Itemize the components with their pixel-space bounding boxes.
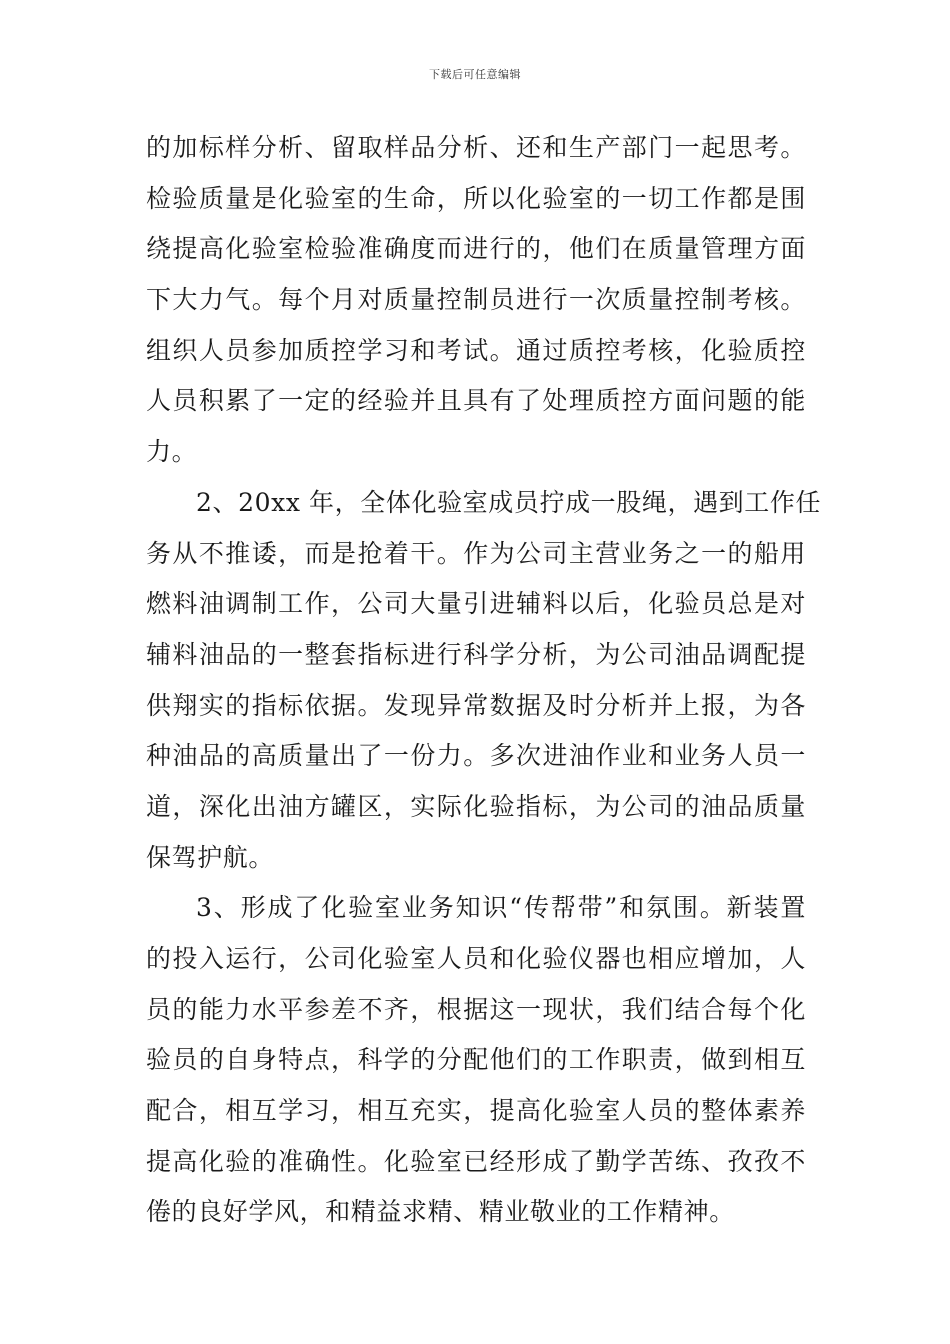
text-line: 供翔实的指标依据。发现异常数据及时分析并上报，为各 [146, 690, 806, 720]
text-line: 燃料油调制工作，公司大量引进辅料以后，化验员总是对 [146, 589, 806, 619]
text-line: 提高化验的准确性。化验室已经形成了勤学苦练、孜孜不 [146, 1146, 806, 1176]
text-line: 绕提高化验室检验准确度而进行的，他们在质量管理方面 [146, 234, 806, 264]
text-line: 组织人员参加质控学习和考试。通过质控考核，化验质控 [146, 335, 806, 365]
paragraph-item-3 [146, 888, 806, 1243]
page-header-note: 下载后可任意编辑 [429, 68, 521, 81]
paragraph-item-2 [146, 483, 822, 889]
text-line: 道，深化出油方罐区，实际化验指标，为公司的油品质量 [146, 791, 806, 821]
text-line: 员的能力水平参差不齐，根据这一现状，我们结合每个化 [146, 994, 806, 1024]
text-line: 保驾护航。 [146, 842, 275, 872]
text-line: 倦的良好学风，和精益求精、精业敬业的工作精神。 [146, 1197, 735, 1227]
text-line: 力。 [146, 437, 198, 467]
text-line: 的投入运行，公司化验室人员和化验仪器也相应增加，人 [146, 944, 806, 973]
text-line: 3、形成了化验室业务知识“传帮带”和氛围。新装置 [196, 893, 806, 923]
text-line: 人员积累了一定的经验并且具有了处理质控方面问题的能 [146, 386, 806, 416]
text-line: 2、20xx 年，全体化验室成员拧成一股绳，遇到工作任 [196, 487, 822, 517]
text-line: 配合，相互学习，相互充实，提高化验室人员的整体素养 [146, 1096, 806, 1126]
text-line: 种油品的高质量出了一份力。多次进油作业和业务人员一 [146, 741, 806, 771]
text-line: 的加标样分析、留取样品分析、还和生产部门一起思考。 [146, 133, 806, 162]
text-line: 验员的自身特点，科学的分配他们的工作职责，做到相互 [146, 1045, 806, 1075]
document-body [146, 128, 822, 1243]
text-line: 下大力气。每个月对质量控制员进行一次质量控制考核。 [146, 285, 806, 315]
text-line: 检验质量是化验室的生命，所以化验室的一切工作都是围 [146, 183, 806, 213]
paragraph-quality-control [146, 128, 806, 483]
text-line: 辅料油品的一整套指标进行科学分析，为公司油品调配提 [146, 639, 806, 669]
text-line: 务从不推诿，而是抢着干。作为公司主营业务之一的船用 [146, 538, 806, 568]
